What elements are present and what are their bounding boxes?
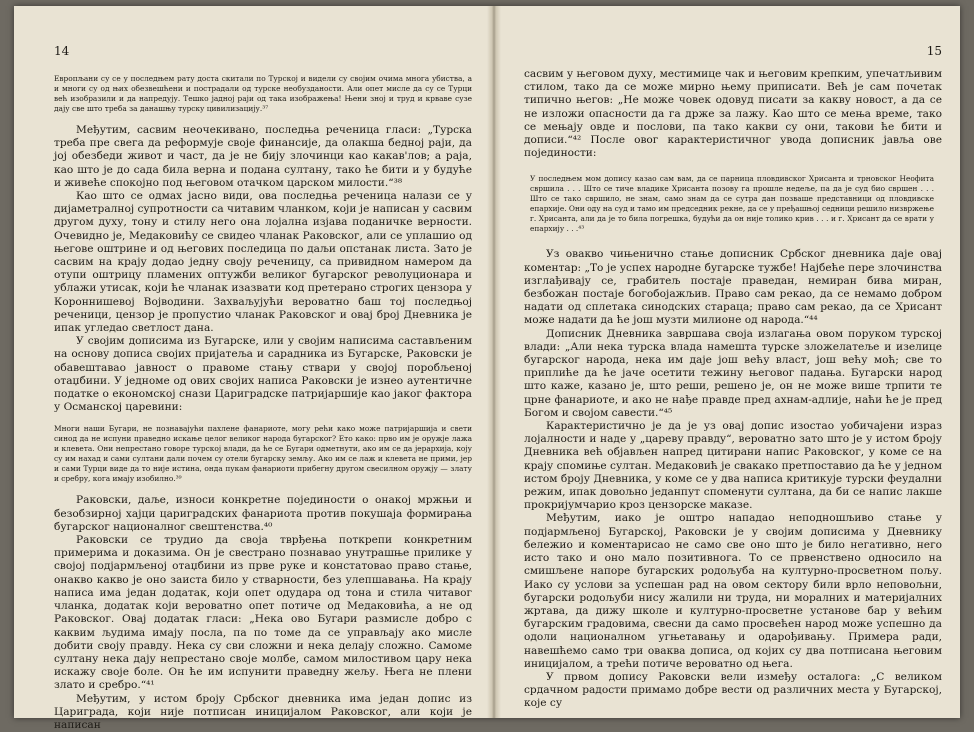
paragraph: Уз овакво чињенично стање дописник Србског дневника даје овај коментар: „То је успех народне бугарске тужбе! Најбеће пере злочинства изглађивају се, грабитељ постаје праведан, немиран бива миран, безбожан постаје богобојажљив. Право сам рекао, да се немамо добром надати од сплетака синодских стараца; право сам рекао, да се Хрисант може надати да ће још музти милионе од народа.“⁴⁴ — [524, 248, 942, 327]
book-gutter — [487, 6, 501, 718]
page-number: 14 — [54, 44, 70, 58]
paragraph: Међутим, сасвим неочекивано, последња реченица гласи: „Турска треба пре свега да реформује своје финансије, да олакша бедној раји, да јој обезбеди живот и част, да је не бију злочинци као какав'лов; а раја, као што је до сада била верна и подана султану, тако ће бити и у будуће и живеће спокојно под његовом отачком царском милости.“³⁸ — [54, 124, 472, 189]
paragraph: У својим дописима из Бугарске, или у својим написима састављеним на основу дописа својих пријатеља и сарадника из Бугарске, Раковски је обавештавао јавност о правоме стању ствари у својој поробљеној отаџбини. У једноме од ових својих написа Раковски је изнео аутентичне податке о економској снази Цариградске патријаршије као јаког фактора у Османској царевини: — [54, 335, 472, 414]
page-number: 15 — [926, 44, 942, 58]
paragraph: У првом допису Раковски вели између осталога: „С великом срдачном радости примамо добре вести од различних места у Бугарској, које су — [524, 670, 942, 710]
paragraph: Међутим, у истом броју Србског дневника има један допис из Цариграда, који није потписан иницијалом Раковског, али који је написан — [54, 692, 472, 731]
block-quote: Европљани су се у последњем рату доста скитали по Турској и видели су својим очима многа убиства, а и многи су од њих обезвешћени и пострадали од турске необузданости. Али опет мисле да су се Турци већ изобразили и да напредују. Тешко јадној раји од така изображења! Њени зној и труд и крваве сузе дају све што треба за данашњу турску цивилизацију.³⁷ — [54, 74, 472, 113]
right-page — [524, 6, 942, 718]
block-quote: Многи наши Бугари, не познавајући пахлене фанариоте, могу рећи како може патријаршија и свети синод да не испуни праведно искање целог великог народа бугарског? Ето како: прво им је оружје лажа и клевета. Они непрестано говоре турској влади, да ће се Бугари одметнути, ако им се да јерархија, коју су им нахад и сами султани дали почем су отели бугарску земљу. Ако им се лаж и клевета не прими, јер и сами Турци виде да то није истина, онда пукам фанариоти прибегну другом свесилном оружју — злату и сребру, кога имају изобилно.³⁹ — [54, 424, 472, 484]
paragraph: Раковски се трудио да своја тврђења поткрепи конкретним примерима и доказима. Он је свестрано познавао унутрашње прилике у својој подјармљеној отаџбини из прве руке и констатовао право стање, онакво какво је оно заиста било у стварности, без улепшавања. На крају написа има један додатак, који опет одудара од тона и стила читавог чланка, додатак који вероватно опет потиче од Медаковића, а не од Раковског. Овај додатак гласи: „Нека ово Бугари размисле добро с каквим људима имају посла, па по томе да се управљају ако мисле добити своју правду. Нека су сви сложни и нека делају сложно. Самоме султану нека дају непрестано своје молбе, самом милостивом цару нека искажу своје боле. Он ће им испунити праведну жељу. Њега не плени злато и сребро.“⁴¹ — [54, 534, 472, 692]
paragraph: Као што се одмах јасно види, ова последња реченица налази се у дијаметралној супротности са читавим чланком, који је написан у сасвим другом духу, тону и стилу него она лојална изјава поданичке верности. Очевидно је, Медаковићу се свидео чланак Раковског, али се уплашио од његове оштрине и од његових последица по даљи опстанак листа. Зато је сасвим на крају додао једну своју реченицу, са привидном намером да отупи оштрицу пламених оптужби великог бугарског револуционара и ублажи утисак, који ће чланак изазвати код претерано строгих цензора у Короннишевој Војводини. Захваљујући вероватно баш тој последњој реченици, цензор је пропустио чланак Раковског и овај број Дневника је ипак угледао светлост дана. — [54, 190, 472, 335]
paragraph: Дописник Дневника завршава своја излагања овом поруком турској влади: „Али нека турска влада намешта турске зложелатеље и изелице бугарског народа, нека им даје још већу власт, још већу моћ; све то приплиће да ће јаче осетити тежину његовог падања. Бугарски народ што каже, казано је, што реши, решено је, он не може вишe трпити те црне фанариоте, и ако не нађе правде пред ахнам-адлије, наћи ће је пред Богом и својом савести.“⁴⁵ — [524, 327, 942, 419]
paragraph: сасвим у његовом духу, местимице чак и његовим крепким, упечатљивим стилом, тако да се може мирно њему приписати. Већ је сам почетак типично његов: „Не може човек одовуд писати за какву новост, а да се не изложи опасности да га држе за лажу. Као што се мења време, тако се мењају овде и послови, па тако какви су они, такови ће бити и дописи.“⁴² После овог карактеристичног увода дописник јавља ове појединости: — [524, 68, 942, 160]
text-column — [524, 68, 942, 711]
book-spread — [14, 6, 960, 731]
block-quote: У последњем мом допису казао сам вам, да се парница пловдивског Хрисанта и трновског Неофита свршила . . . Што се тиче владике Хрисанта позову га прошле недеље, па да је суд био свршен . . . Што се тако свршило, не знам, само знам да се сутра дан позваше представници од пловдивске епархије. Они оду на суд и тамо им председник рекне, да се у пређашњој седници решило низвржење г. Хрисанта, али да је то била погрешка, будући да он није толико крив . . . и г. Хрисант да се врати у епархију . . .⁴³ — [530, 174, 934, 234]
text-column — [54, 74, 472, 732]
left-page — [54, 6, 472, 731]
paragraph: Међутим, иако је оштро нападао неподношљиво стање у подјармљеној Бугарској, Раковски је у својим дописима у Дневнику бележио и коментарисао не само све оно што је било негативно, него исто тако и оно мало позитивнога. То се првенствено односило на смишљене напоре бугарских родољуба на културно-просветном пољу. Иако су услови за успешан рад на овом сектору били врло неповољни, бугарски родољуби нису жалили ни труда, ни моралних и материјалних жртава, да дижу школе и културно-просветне установе бар у већим бугарским градовима, свесни да само просвећен народ може успешно да одоли националном угњетавању и одарођивању. Примера ради, навешћемо само три оваква дописа, од којих су два потписана његовим иницијалом, а трећи потиче вероватно од њега. — [524, 512, 942, 670]
paragraph: Раковски, даље, износи конкретне појединости о онакој мржњи и безобзирној хајци цариградских фанариота против покушаја формирања бугарског националног свештенства.⁴⁰ — [54, 494, 472, 533]
paragraph: Карактеристично је да је уз овај допис изостао уобичајени израз лојалности и наде у „цареву правду“, вероватно зато што је у истом броју Дневника већ објављен напред цитирани напис Раковског, у коме се на крају спомиње султан. Медаковић је свакако претпоставио да ће у једном истом броју Дневника, у коме се у два написа критикује турски феудални режим, ипак довољно једанпут споменути султана, да би се напис лакше прокријумчарио кроз цензорске маказе. — [524, 420, 942, 512]
